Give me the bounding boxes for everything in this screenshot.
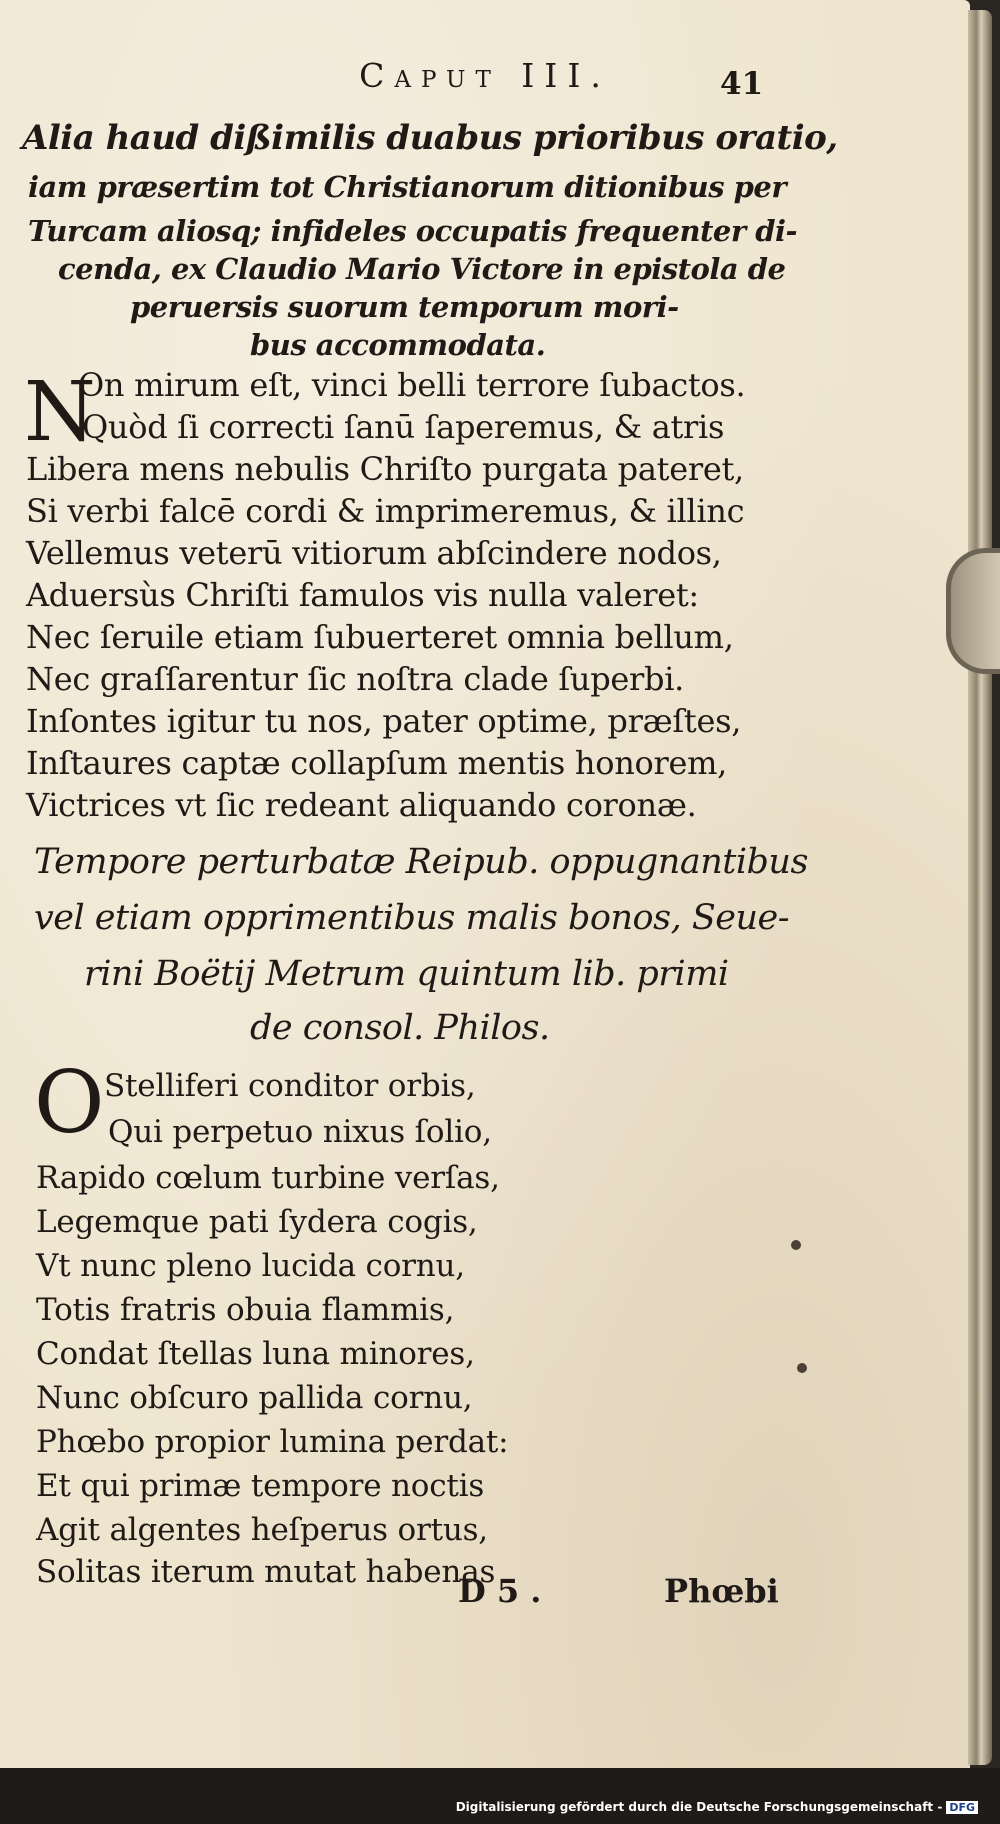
verse-line: Inſtaures captæ collapſum mentis honorem,: [26, 744, 728, 782]
digitization-credit: [456, 1800, 978, 1814]
verse-line: Quòd ſi correcti ſanū ſaperemus, & atris: [82, 408, 725, 446]
section-heading-line: Alia haud dißimilis duabus prioribus oratio,: [22, 118, 838, 158]
catchword: Phœbi: [664, 1572, 779, 1610]
ink-spot: [791, 1240, 801, 1250]
section-heading-line: iam præsertim tot Christianorum ditionibus per: [28, 170, 787, 204]
page-number: 41: [720, 66, 764, 102]
verse-line: Nunc obſcuro pallida cornu,: [36, 1380, 473, 1416]
dfg-logo: DFG: [946, 1801, 978, 1814]
credit-text: Digitalisierung gefördert durch die Deutsche Forschungsgemeinschaft -: [455, 1800, 943, 1814]
section-heading-line: peruersis suorum temporum mori-: [130, 290, 679, 324]
verse-line: Si verbi falcē cordi & imprimeremus, & illinc: [26, 492, 745, 530]
running-head: Caput III.: [359, 56, 611, 95]
section-heading-line: cenda, ex Claudio Mario Victore in epistola de: [58, 252, 786, 286]
verse-line: Solitas iterum mutat habenas: [36, 1554, 496, 1590]
verse-line: Et qui primæ tempore noctis: [36, 1468, 485, 1504]
verse-line: Nec graſſarentur ſic noſtra clade ſuperbi.: [26, 660, 685, 698]
section-heading-line: Turcam aliosq; infideles occupatis frequenter di-: [28, 214, 798, 248]
drop-cap: N: [24, 365, 96, 460]
section-heading-line: Tempore perturbatæ Reipub. oppugnantibus: [34, 842, 808, 882]
verse-line: On mirum eſt, vinci belli terrore ſubactos.: [78, 366, 746, 404]
section-heading-line: vel etiam opprimentibus malis bonos, Seue-: [34, 898, 790, 938]
verse-line: Inſontes igitur tu nos, pater optime, præſtes,: [26, 702, 742, 740]
scan-bottom-band: [0, 1768, 1000, 1824]
verse-line: Stelliferi conditor orbis,: [104, 1068, 476, 1104]
verse-line: Vt nunc pleno lucida cornu,: [36, 1248, 465, 1284]
section-heading-line: de consol. Philos.: [250, 1008, 550, 1048]
book-clasp: [946, 548, 1000, 674]
verse-line: Qui perpetuo nixus ſolio,: [108, 1114, 492, 1150]
drop-cap: O: [34, 1053, 105, 1153]
ink-spot: [797, 1363, 807, 1373]
verse-line: Condat ſtellas luna minores,: [36, 1336, 475, 1372]
verse-line: Vellemus veterū vitiorum abſcindere nodos,: [26, 534, 722, 572]
verse-line: Aduersùs Chriſti famulos vis nulla valeret:: [26, 576, 699, 614]
signature-mark: D 5 .: [458, 1572, 542, 1610]
verse-line: Agit algentes heſperus ortus,: [36, 1512, 488, 1548]
page-edge-stack: [968, 10, 992, 1765]
verse-line: Phœbo propior lumina perdat:: [36, 1424, 509, 1460]
verse-line: Totis fratris obuia flammis,: [36, 1292, 455, 1328]
section-heading-line: bus accommodata.: [250, 328, 546, 362]
verse-line: Nec ſeruile etiam ſubuerteret omnia bellum,: [26, 618, 734, 656]
verse-line: Libera mens nebulis Chriſto purgata pateret,: [26, 450, 744, 488]
verse-line: Rapido cœlum turbine verſas,: [36, 1160, 500, 1196]
verse-line: Legemque pati ſydera cogis,: [36, 1204, 478, 1240]
verse-line: Victrices vt ſic redeant aliquando coronæ.: [26, 786, 697, 824]
section-heading-line: rini Boëtij Metrum quintum lib. primi: [84, 954, 729, 994]
